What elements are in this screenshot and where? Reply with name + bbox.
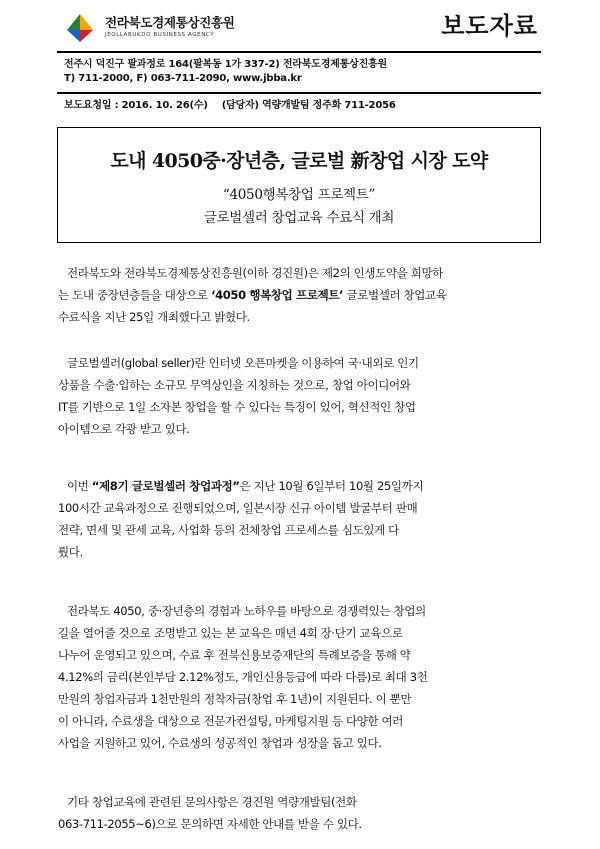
headline-title: 도내 4050중·장년층, 글로벌 新창업 시장 도약 <box>110 150 488 172</box>
text-line: 상품을 수출·입하는 소규모 무역상인을 지칭하는 것으로, 창업 아이디어와 <box>58 378 411 392</box>
text-line <box>58 284 545 306</box>
text-line: 길을 열어줄 것으로 조명받고 있는 본 교육은 매년 4회 장·단기 교육으로 <box>58 626 403 640</box>
contact-phone-fax-web: T) 711-2000, F) 063-711-2090, www.jbba.kr <box>64 73 302 84</box>
text-line: 나누어 운영되고 있으며, 수료 후 전북신용보증재단의 특례보증을 통해 약 <box>58 648 411 662</box>
headline-box <box>57 127 541 243</box>
org-name: 전라북도경제통상진흥원 <box>105 15 235 30</box>
org-name-en: JEOLLABUKDO BUSINESS AGENCY <box>105 32 215 38</box>
document-type-title: 보도자료 <box>441 12 538 40</box>
contact-info-box <box>57 51 541 138</box>
text-line: 이 아니라, 수료생을 대상으로 전문가컨설팅, 마케팅지원 등 다양한 여러 <box>58 714 404 728</box>
course-name: “제8기 글로벌셀러 창업과정” <box>91 479 240 493</box>
paragraph-inquiry <box>58 791 545 835</box>
paragraph-global-seller <box>58 352 545 440</box>
text-segment: 은 지난 10월 6일부터 10월 25일까지 <box>239 479 424 493</box>
text-line: 100시간 교육과정으로 진행되었으며, 일본시장 신규 아이템 발굴부터 판매 <box>58 501 418 515</box>
text-line: 4.12%의 금리(본인부담 2.12%정도, 개인신용등급에 따라 다름)로 최대 3천 <box>58 670 428 684</box>
text-line: 전라북도 4050, 중·장년층의 경험과 노하우를 바탕으로 경쟁력있는 창업의 <box>67 604 426 618</box>
contact-person: (담당자) 역량개발팀 정주화 711-2056 <box>221 100 396 111</box>
project-name: ‘4050 행복창업 프로젝트’ <box>211 288 344 302</box>
text-line: 수료식을 지난 25일 개최했다고 밝혔다. <box>58 310 250 324</box>
headline-subtitle-project: “4050행복창업 프로젝트” <box>222 187 376 203</box>
text-segment: 이번 <box>67 479 92 493</box>
text-line: 기타 창업교육에 관련된 문의사항은 경진원 역량개발팀(전화 <box>67 795 357 809</box>
headline-subtitle-event: 글로벌셀러 창업교육 수료식 개최 <box>203 210 395 226</box>
text-line <box>58 475 545 497</box>
text-line: 063-711-2055~6)으로 문의하면 자세한 안내를 받을 수 있다. <box>58 817 362 831</box>
agency-logo-icon <box>63 10 97 44</box>
text-line: 뤘다. <box>58 545 83 559</box>
paragraph-support <box>58 600 545 754</box>
text-segment: 글로벌셀러 창업교육 <box>343 288 447 302</box>
text-line: 글로벌셀러(global seller)란 인터넷 오픈마켓을 이용하여 국·내외로 인기 <box>67 356 419 370</box>
contact-divider <box>57 92 541 94</box>
text-line: 아이템으로 각광 받고 있다. <box>58 422 190 436</box>
text-line: 만원의 창업자금과 1천만원의 정착자금(창업 후 1년)이 지원된다. 이 뿐만 <box>58 692 412 706</box>
text-segment: 는 도내 중장년층들을 대상으로 <box>58 288 212 302</box>
release-date: 보도요청일 : 2016. 10. 26(수) <box>64 100 208 111</box>
release-info <box>64 96 410 111</box>
text-line: IT를 기반으로 1일 소자본 창업을 할 수 있다는 특징이 있어, 혁신적인 창업 <box>58 400 416 414</box>
text-line: 사업을 지원하고 있어, 수료생의 성공적인 창업과 성장을 돕고 있다. <box>58 736 382 750</box>
paragraph-intro <box>58 262 545 328</box>
org-logo <box>63 8 323 46</box>
text-line: 전라북도와 전라북도경제통상진흥원(이하 경진원)은 제2의 인생도약을 희망하 <box>67 266 444 280</box>
paragraph-course-details <box>58 475 545 563</box>
contact-address: 전주시 덕진구 팔과정로 164(팔복동 1가 337-2) 전라북도경제통상진흥원 <box>64 59 387 70</box>
text-line: 전략, 면세 및 관세 교육, 사업화 등의 전체창업 프로세스를 심도있게 다 <box>58 523 399 537</box>
